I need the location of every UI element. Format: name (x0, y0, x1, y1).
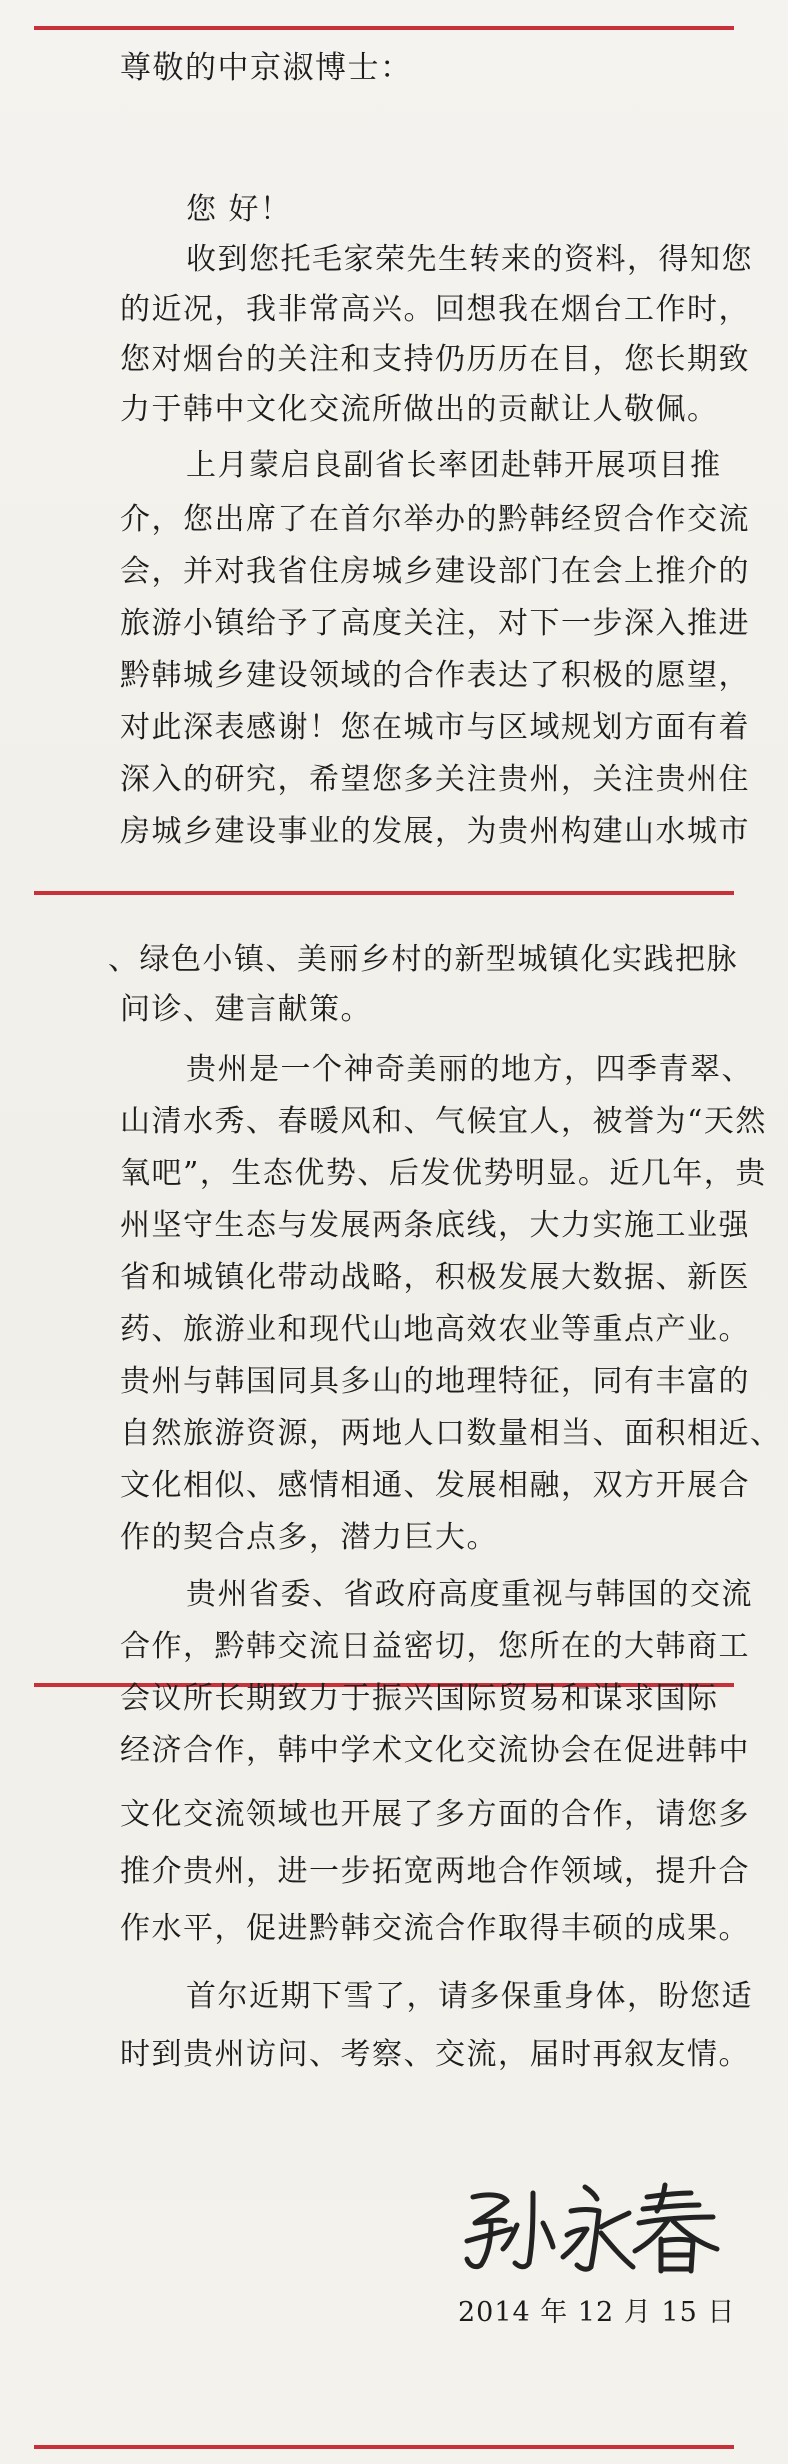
letter-line: 作的契合点多，潜力巨大。 (120, 1520, 498, 1555)
letter-line: 您对烟台的关注和支持仍历历在目，您长期致 (120, 342, 750, 377)
letter-line: 首尔近期下雪了，请多保重身体，盼您适 (186, 1979, 753, 2014)
letter-line: 上月蒙启良副省长率团赴韩开展项目推 (186, 448, 722, 483)
letter-line: 会，并对我省住房城乡建设部门在会上推介的 (120, 554, 750, 589)
letter-line: 深入的研究，希望您多关注贵州，关注贵州住 (120, 762, 750, 797)
letter-line: 合作，黔韩交流日益密切，您所在的大韩商工 (120, 1629, 750, 1664)
letter-line: 时到贵州访问、考察、交流，届时再叙友情。 (120, 2037, 750, 2072)
letter-line: 贵州是一个神奇美丽的地方，四季青翠、 (186, 1052, 753, 1087)
greeting: 您 好！ (186, 192, 292, 227)
letter-line: 贵州省委、省政府高度重视与韩国的交流 (186, 1577, 753, 1612)
salutation: 尊敬的中京淑博士： (120, 50, 413, 86)
letter-line: 文化相似、感情相通、发展相融，双方开展合 (120, 1468, 750, 1503)
letter-line: 山清水秀、春暖风和、气候宜人，被誉为“天然 (120, 1104, 767, 1139)
letter-line: 旅游小镇给予了高度关注，对下一步深入推进 (120, 606, 750, 641)
letter-line: 力于韩中文化交流所做出的贡献让人敬佩。 (120, 392, 719, 427)
letter-line: 推介贵州，进一步拓宽两地合作领域，提升合 (120, 1854, 750, 1889)
handwritten-signature (455, 2175, 725, 2285)
letter-line: 经济合作，韩中学术文化交流协会在促进韩中 (120, 1733, 750, 1768)
letter-line: 问诊、建言献策。 (120, 992, 372, 1027)
letter-line: 作水平，促进黔韩交流合作取得丰硕的成果。 (120, 1911, 750, 1946)
letter-line: 氧吧”，生态优势、后发优势明显。近几年，贵 (120, 1156, 767, 1191)
letter-line: 自然旅游资源，两地人口数量相当、面积相近、 (120, 1416, 782, 1451)
letter-line: 黔韩城乡建设领域的合作表达了积极的愿望， (120, 658, 750, 693)
letter-line: 贵州与韩国同具多山的地理特征，同有丰富的 (120, 1364, 750, 1399)
letter-line: 省和城镇化带动战略，积极发展大数据、新医 (120, 1260, 750, 1295)
top-divider-line (34, 26, 734, 30)
letter-line: 文化交流领域也开展了多方面的合作，请您多 (120, 1797, 750, 1832)
letter-line: 房城乡建设事业的发展，为贵州构建山水城市 (120, 814, 750, 849)
letter-line: 介，您出席了在首尔举办的黔韩经贸合作交流 (120, 502, 750, 537)
divider-line (34, 891, 734, 895)
letter-line: 会议所长期致力于振兴国际贸易和谋求国际 (120, 1681, 719, 1716)
letter-line: 药、旅游业和现代山地高效农业等重点产业。 (120, 1312, 750, 1347)
letter-line: 州坚守生态与发展两条底线，大力实施工业强 (120, 1208, 750, 1243)
bottom-divider-line (34, 2445, 734, 2449)
letter-date: 2014 年 12 月 15 日 (458, 2297, 736, 2328)
letter-line: 的近况，我非常高兴。回想我在烟台工作时， (120, 292, 750, 327)
letter-line: 收到您托毛家荣先生转来的资料，得知您 (186, 242, 753, 277)
letter-line: 、绿色小镇、美丽乡村的新型城镇化实践把脉 (108, 942, 738, 977)
letter-line: 对此深表感谢！您在城市与区域规划方面有着 (120, 710, 750, 745)
